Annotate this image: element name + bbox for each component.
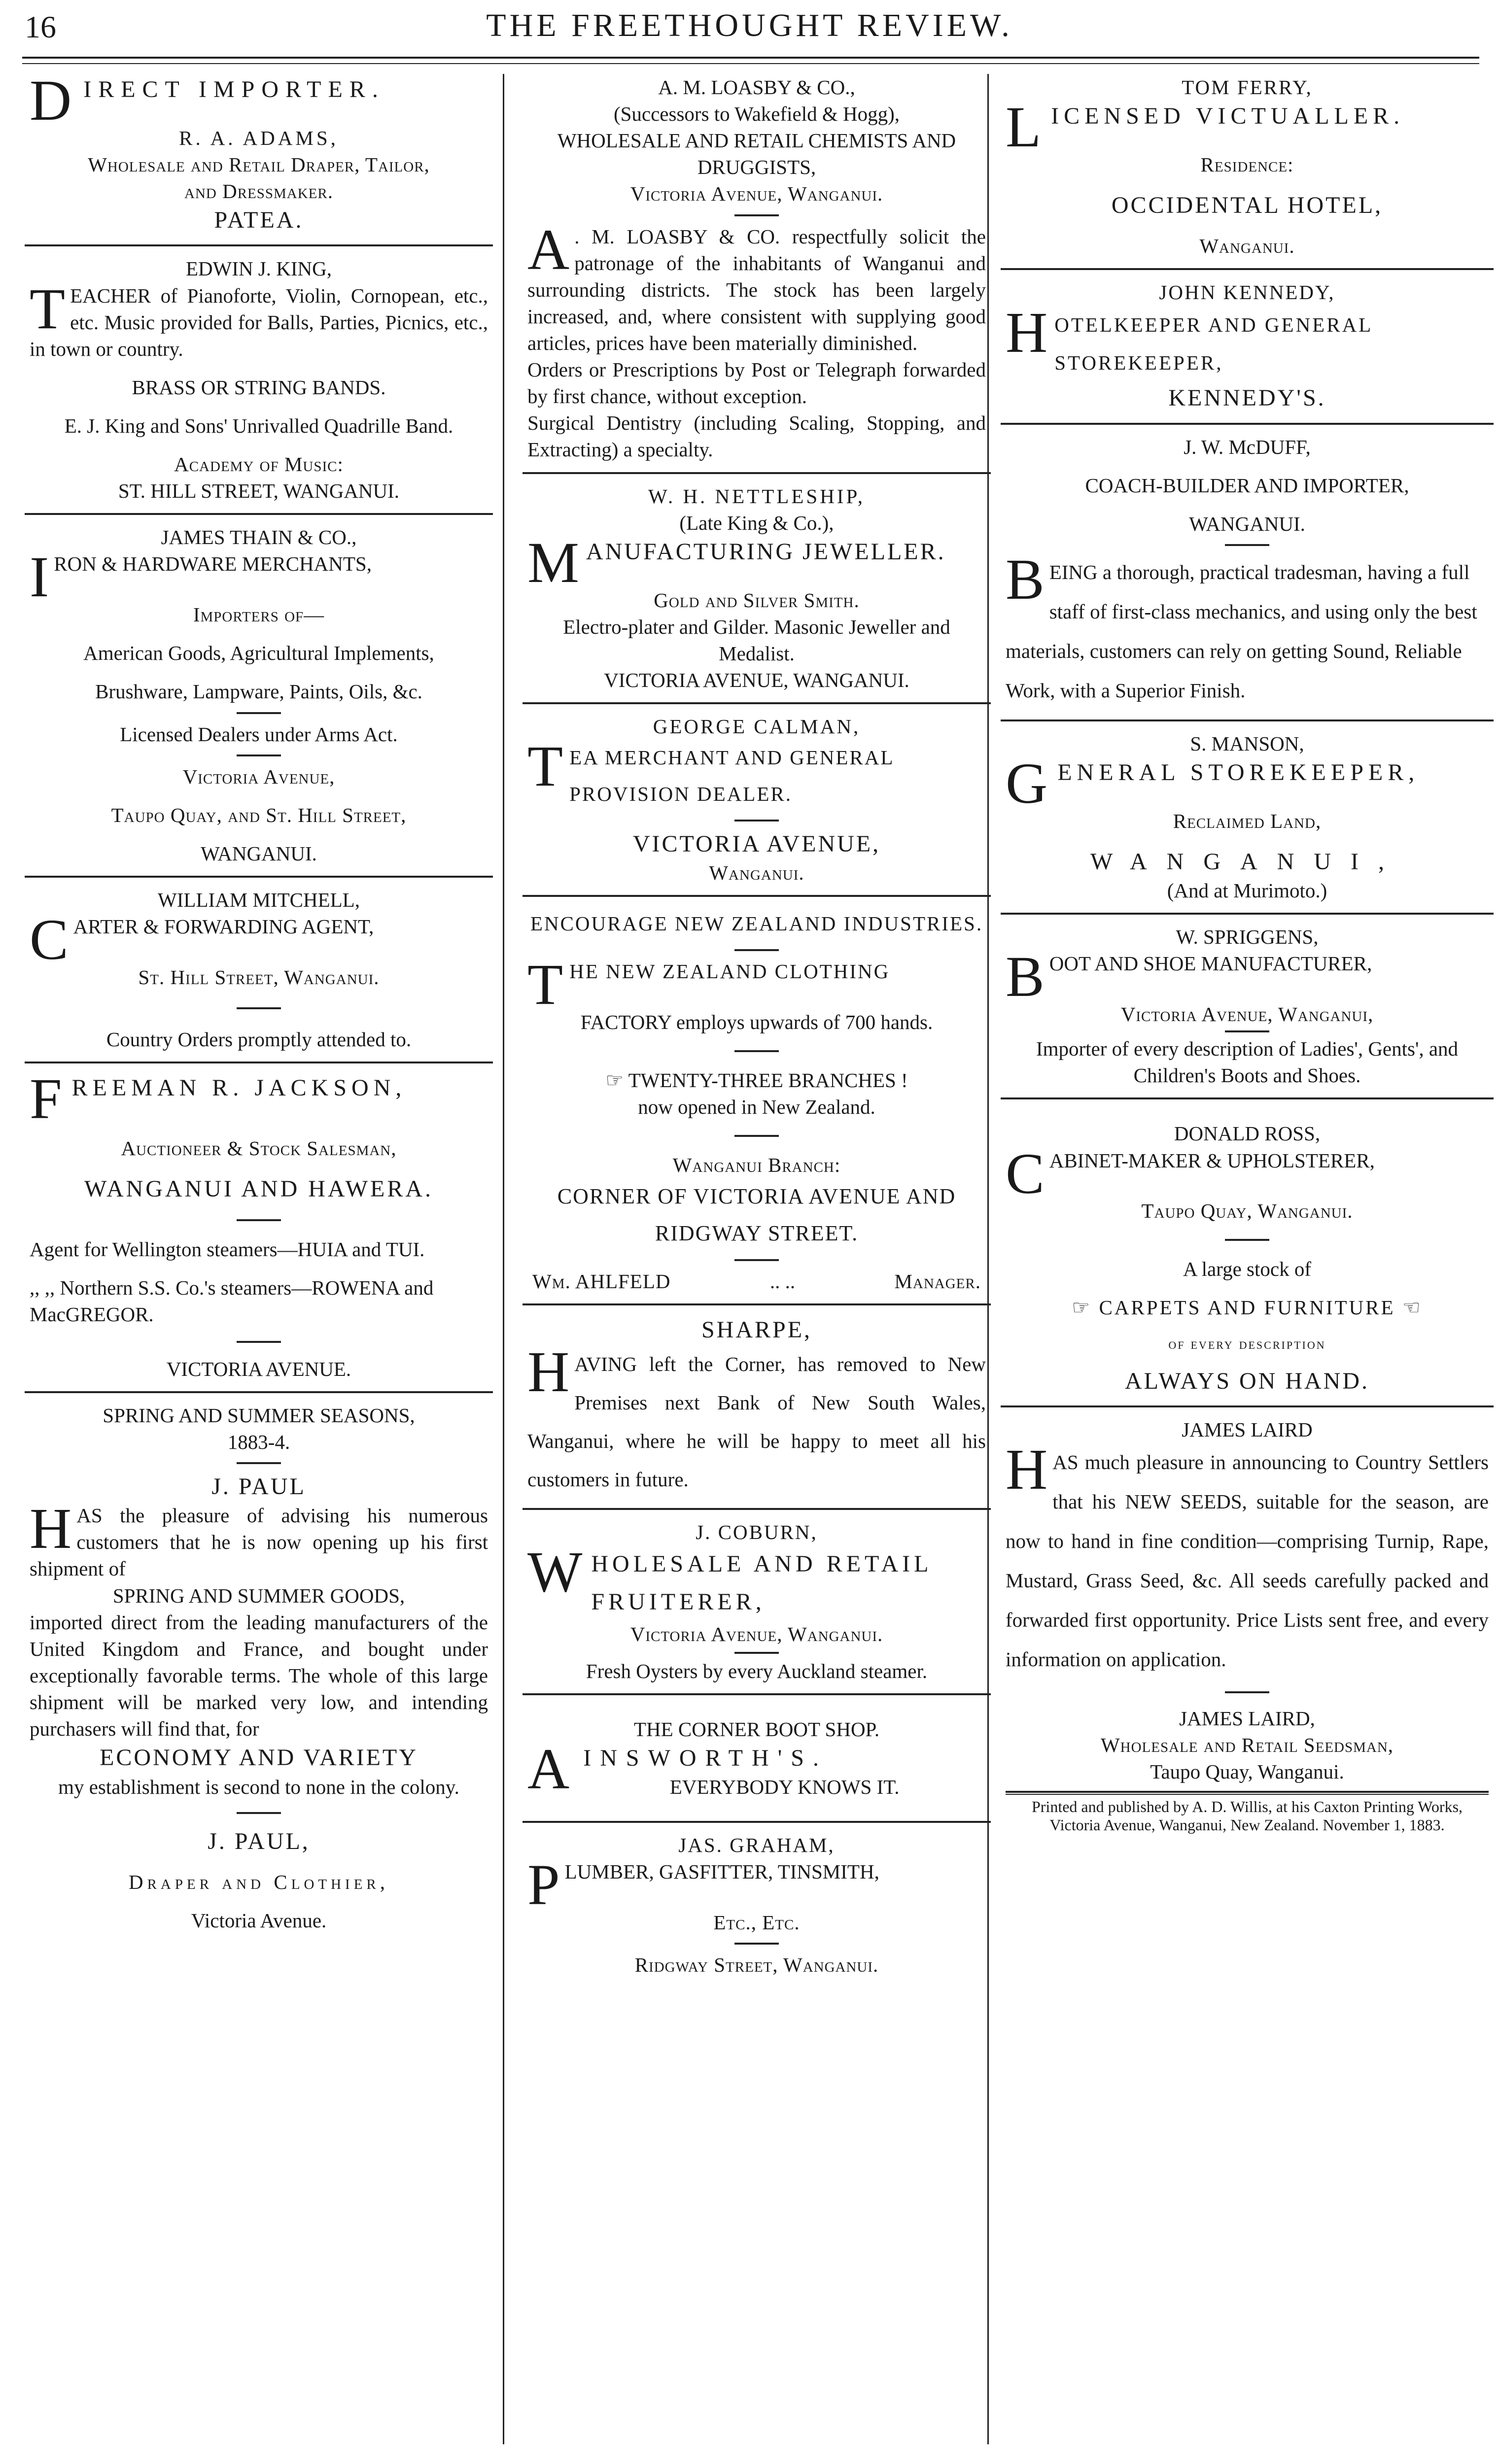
ad-address: Ridgway Street, Wanganui. [634, 1953, 879, 1977]
drop-cap: M [527, 530, 581, 595]
ad-text: imported direct from the leading manufacturers of the United Kingdom and France, and bought under exceptionally favorable terms. The whole of this large shipment will be marked very low, and intending purchasers will find that, for [30, 1610, 488, 1741]
divider-rule [25, 1061, 493, 1063]
advertiser-name: J. PAUL, [208, 1828, 310, 1854]
divider-rule [25, 244, 493, 246]
ad-adams [30, 68, 488, 236]
ad-text: now opened in New Zealand. [638, 1095, 875, 1118]
ad-thain [30, 524, 488, 867]
ad-heading: ALWAYS ON HAND. [1124, 1368, 1369, 1394]
column-2 [527, 74, 986, 1978]
ad-heading: SPRING AND SUMMER GOODS, [112, 1584, 405, 1607]
drop-cap: F [30, 1066, 67, 1131]
ad-address: VICTORIA AVENUE. [166, 1357, 351, 1380]
ad-address: Victoria Avenue, Wanganui. [630, 1623, 883, 1646]
pointing-hand-icon: ☞ [605, 1068, 624, 1092]
ad-heading: WHOLESALE AND RETAIL CHEMISTS AND DRUGGISTS, [557, 129, 956, 179]
header-rule-thin [22, 63, 1479, 64]
short-rule [734, 1135, 779, 1137]
ad-place: WANGANUI. [201, 842, 317, 865]
drop-cap: A [527, 217, 570, 282]
ad-address: St. Hill Street, Wanganui. [138, 965, 380, 989]
drop-cap: L [1006, 95, 1046, 160]
drop-cap: C [30, 907, 69, 972]
ad-text: 1883-4. [227, 1430, 290, 1453]
ad-text: Brushware, Lampware, Paints, Oils, &c. [95, 680, 422, 703]
drop-cap: B [1006, 944, 1045, 1009]
divider-rule [1001, 1405, 1494, 1407]
ad-text: of every description [1168, 1334, 1326, 1352]
divider-rule [1001, 913, 1494, 915]
ad-address: CORNER OF VICTORIA AVENUE AND RIDGWAY STREET. [557, 1184, 956, 1245]
short-rule [734, 214, 779, 216]
ad-text: Etc., Etc. [713, 1911, 800, 1934]
short-rule [237, 1219, 281, 1221]
drop-cap: W [527, 1539, 587, 1604]
drop-cap: H [1006, 1437, 1048, 1502]
ad-text: . M. LOASBY & CO. respectfully solicit the patronage of the inhabitants of Wanganui and surrounding districts. The stock has been largely increased, and, where consistent with supplying good articles, prices have been materially diminished. [527, 225, 986, 354]
advertiser-name: J. COBURN, [696, 1520, 818, 1543]
ad-text: Importers of— [193, 603, 325, 626]
ad-ferry [1006, 74, 1489, 259]
divider-rule [25, 1391, 493, 1393]
ad-text: Surgical Dentistry (including Scaling, Stopping, and Extracting) a specialty. [527, 411, 986, 461]
advertiser-name: JAS. GRAHAM, [678, 1834, 835, 1857]
short-rule [1225, 1239, 1269, 1241]
ad-text: Fresh Oysters by every Auckland steamer. [586, 1659, 928, 1682]
drop-cap: T [527, 952, 565, 1017]
drop-cap: B [1006, 547, 1045, 612]
ad-title: HE NEW ZEALAND CLOTHING [569, 959, 890, 983]
short-rule [1225, 544, 1269, 546]
ad-text: American Goods, Agricultural Implements, [83, 642, 434, 665]
ad-clothing-factory [527, 906, 986, 1295]
printer-imprint: Printed and published by A. D. Willis, at his Caxton Printing Works, Victoria Avenue, Wanganui, New Zealand. November 1, 1883. [1031, 1798, 1463, 1834]
ad-heading: CARPETS AND FURNITURE [1099, 1296, 1395, 1319]
ad-text: (Successors to Wakefield & Hogg), [613, 103, 900, 126]
ad-place: WANGANUI, [1090, 848, 1404, 875]
manager-role: Manager. [894, 1269, 981, 1293]
advertiser-name: A. M. LOASBY & CO., [658, 76, 855, 99]
ad-text: Country Orders promptly attended to. [106, 1027, 412, 1051]
imprint-rule-thin [1006, 1794, 1489, 1795]
ad-heading: OCCIDENTAL HOTEL, [1111, 192, 1383, 218]
advertiser-name: GEORGE CALMAN, [653, 715, 861, 738]
ad-title: ENERAL STOREKEEPER, [1057, 759, 1420, 786]
ad-heading: COACH-BUILDER AND IMPORTER, [1085, 474, 1409, 497]
ad-title: INSWORTH'S. [583, 1745, 828, 1771]
advertiser-name: JAMES THAIN & CO., [161, 526, 357, 549]
ad-title: IRECT IMPORTER. [83, 76, 385, 103]
ad-place: Wanganui. [1199, 235, 1295, 258]
ad-title: LUMBER, GASFITTER, TINSMITH, [564, 1860, 879, 1883]
divider-rule [523, 702, 991, 704]
ad-address: Taupo Quay, Wanganui. [1150, 1760, 1344, 1783]
ad-title: HOLESALE AND RETAIL FRUITERER, [591, 1550, 932, 1615]
drop-cap: P [527, 1852, 560, 1917]
ad-text: EACHER of Pianoforte, Violin, Cornopean, etc., etc. Music provided for Balls, Parties, Picnics, etc., in town or country. [30, 284, 488, 360]
advertiser-name: DONALD ROSS, [1174, 1122, 1321, 1145]
divider-rule [1001, 1097, 1494, 1099]
divider-rule [25, 513, 493, 515]
short-rule [237, 1007, 281, 1009]
header-rule [22, 57, 1479, 59]
advertiser-name: WILLIAM MITCHELL, [158, 888, 360, 911]
ad-text: Electro-plater and Gilder. Masonic Jeweller and Medalist. [563, 615, 950, 665]
short-rule [734, 820, 779, 821]
manager-name: Wm. AHLFELD [532, 1269, 671, 1293]
advertiser-name: JAMES LAIRD, [1179, 1707, 1315, 1730]
short-rule [1225, 1030, 1269, 1032]
advertiser-name: SHARPE, [701, 1316, 812, 1343]
short-rule [734, 1050, 779, 1052]
short-rule [237, 1812, 281, 1814]
ad-address: Victoria Avenue. [191, 1909, 327, 1932]
ad-title: REEMAN R. JACKSON, [71, 1075, 407, 1101]
divider-rule [523, 1821, 991, 1823]
page-title: THE FREETHOUGHT REVIEW. [486, 7, 1013, 43]
ad-address: Taupo Quay, Wanganui. [1141, 1199, 1353, 1223]
drop-cap: H [1006, 300, 1050, 365]
advertiser-name: R. A. ADAMS, [179, 126, 339, 149]
ad-text: Auctioneer & Stock Salesman, [121, 1136, 397, 1160]
ad-text: Wholesale and Retail Draper, Tailor, [88, 153, 430, 176]
ad-text: Reclaimed Land, [1173, 809, 1322, 832]
ad-title: RON & HARDWARE MERCHANTS, [54, 552, 372, 576]
ad-address: Victoria Avenue, Wanganui. [630, 182, 883, 205]
ad-address: VICTORIA AVENUE, [632, 830, 881, 857]
advertiser-name: W. SPRIGGENS, [1176, 925, 1319, 949]
ad-text: Wanganui Branch: [672, 1153, 841, 1176]
divider-rule [523, 895, 991, 897]
ad-text: Importer of every description of Ladies', Gents', and Children's Boots and Shoes. [1036, 1037, 1459, 1087]
drop-cap: C [1006, 1141, 1045, 1206]
ad-coburn [527, 1519, 986, 1684]
ad-text: and Dressmaker. [184, 179, 333, 203]
ad-title: EA MERCHANT AND GENERAL PROVISION DEALER. [569, 746, 894, 805]
divider-rule [25, 876, 493, 878]
ad-text: (And at Murimoto.) [1167, 879, 1327, 902]
ad-heading: KENNEDY'S. [1168, 385, 1326, 411]
advertiser-name: J. PAUL [211, 1473, 306, 1500]
ad-heading: ECONOMY AND VARIETY [100, 1745, 418, 1771]
ad-heading: THE CORNER BOOT SHOP. [633, 1717, 880, 1741]
ad-title: ICENSED VICTUALLER. [1051, 103, 1405, 130]
ad-kennedy [1006, 279, 1489, 413]
short-rule [1225, 1691, 1269, 1693]
ad-place: Wanganui. [709, 861, 804, 884]
ad-text: Orders or Prescriptions by Post or Telegraph forwarded by first chance, without exception. [527, 358, 986, 408]
ad-mcduff [1006, 434, 1489, 711]
ad-text: EVERYBODY KNOWS IT. [669, 1776, 900, 1799]
ad-text: E. J. King and Sons' Unrivalled Quadrille Band. [64, 414, 453, 437]
pointing-hand-icon: ☞ [1072, 1296, 1092, 1319]
ad-ainsworth [527, 1704, 986, 1813]
ad-heading: BRASS OR STRING BANDS. [132, 376, 386, 399]
ad-title: ABINET-MAKER & UPHOLSTERER, [1049, 1149, 1375, 1172]
ad-king [30, 255, 488, 504]
ad-title: OTELKEEPER AND GENERAL STOREKEEPER, [1054, 313, 1372, 375]
ad-text: Academy of Music: [174, 453, 344, 476]
ad-place: WANGANUI. [1189, 512, 1305, 535]
ad-text: EING a thorough, practical tradesman, having a full staff of first-class mechanics, and using only the best materials, customers can rely on getting Sound, Reliable Work, with a Superior Finish. [1006, 561, 1477, 702]
ad-ross [1006, 1108, 1489, 1397]
ad-title: ARTER & FORWARDING AGENT, [73, 915, 374, 938]
ad-heading: ENCOURAGE NEW ZEALAND INDUSTRIES. [530, 912, 983, 935]
ad-text: Licensed Dealers under Arms Act. [120, 722, 398, 746]
ad-text: ,, ,, Northern S.S. Co.'s steamers—ROWENA and MacGREGOR. [30, 1276, 434, 1326]
ad-text: Residence: [1200, 153, 1294, 176]
ad-sharpe [527, 1314, 986, 1499]
column-3 [1006, 74, 1489, 1834]
ad-spriggens [1006, 924, 1489, 1089]
ad-address: Victoria Avenue, Wanganui, [1120, 1003, 1374, 1026]
ad-laird [1006, 1416, 1489, 1785]
ad-heading: SPRING AND SUMMER SEASONS, [103, 1403, 415, 1427]
drop-cap: D [30, 68, 79, 133]
short-rule [237, 712, 281, 714]
ad-text: Taupo Quay, and St. Hill Street, [111, 803, 407, 826]
column-divider [987, 74, 989, 2444]
manager-dots: .. .. [769, 1269, 796, 1293]
divider-rule [1001, 268, 1494, 270]
ad-text: my establishment is second to none in the colony. [58, 1775, 459, 1798]
advertiser-name: S. MANSON, [1190, 732, 1304, 755]
ad-address: ST. HILL STREET, WANGANUI. [118, 479, 400, 503]
drop-cap: T [30, 276, 66, 341]
pointing-hand-left-icon: ☜ [1402, 1296, 1423, 1319]
ad-heading: TWENTY-THREE BRANCHES ! [628, 1068, 908, 1092]
ad-title: OOT AND SHOE MANUFACTURER, [1049, 952, 1372, 975]
ad-text: (Late King & Co.), [679, 511, 834, 534]
drop-cap: G [1006, 751, 1053, 816]
ad-jackson [30, 1066, 488, 1382]
short-rule [734, 1943, 779, 1945]
advertiser-name: EDWIN J. KING, [185, 257, 332, 280]
ad-calman [527, 713, 986, 886]
divider-rule [1001, 423, 1494, 425]
ad-title: ANUFACTURING JEWELLER. [586, 538, 946, 565]
ad-place: WANGANUI AND HAWERA. [84, 1175, 434, 1202]
ad-text: Wholesale and Retail Seedsman, [1100, 1734, 1394, 1757]
drop-cap: I [30, 545, 49, 610]
short-rule [237, 754, 281, 756]
short-rule [734, 1259, 779, 1261]
ad-text: AS much pleasure in announcing to Country Settlers that his NEW SEEDS, suitable for the season, are now to hand in fine condition—comprising Turnip, Rape, Mustard, Grass Seed, &c. All seeds carefully packed and forwarded first opportunity. Price Lists sent free, and every information on application. [1006, 1451, 1489, 1671]
ad-text: A large stock of [1183, 1258, 1311, 1281]
divider-rule [523, 1508, 991, 1510]
advertiser-name: W. H. NETTLESHIP, [648, 484, 865, 508]
divider-rule [523, 1303, 991, 1305]
ad-text: FACTORY employs upwards of 700 hands. [580, 1010, 933, 1033]
drop-cap: T [527, 734, 565, 799]
drop-cap: A [527, 1736, 579, 1801]
column-divider [503, 74, 504, 2444]
ad-text: Victoria Avenue, [182, 765, 335, 788]
short-rule [734, 1652, 779, 1654]
short-rule [734, 949, 779, 951]
ad-address: VICTORIA AVENUE, WANGANUI. [604, 668, 909, 691]
drop-cap: H [30, 1496, 72, 1561]
divider-rule [1001, 719, 1494, 721]
advertiser-name: JOHN KENNEDY, [1159, 281, 1335, 304]
ad-text: Draper and Clothier, [128, 1871, 389, 1894]
ad-graham [527, 1832, 986, 1978]
short-rule [237, 1462, 281, 1464]
advertiser-name: TOM FERRY, [1182, 76, 1313, 99]
ad-loasby [527, 74, 986, 463]
ad-mitchell [30, 887, 488, 1053]
ad-text: AS the pleasure of advising his numerous customers that he is now opening up his first shipment of [30, 1504, 488, 1580]
ad-nettleship [527, 483, 986, 693]
advertiser-name: JAMES LAIRD [1182, 1418, 1313, 1441]
imprint-rule [1006, 1791, 1489, 1793]
ad-paul [30, 1402, 488, 1934]
ad-text: AVING left the Corner, has removed to New Premises next Bank of New South Wales, Wanganui, where he will be happy to meet all his customers in future. [527, 1353, 986, 1491]
ad-text: Gold and Silver Smith. [654, 588, 860, 612]
divider-rule [523, 472, 991, 474]
ad-manson [1006, 730, 1489, 904]
page-number: 16 [25, 9, 56, 44]
short-rule [237, 1341, 281, 1343]
column-1 [30, 68, 488, 1934]
drop-cap: H [527, 1339, 570, 1404]
ad-place: PATEA. [214, 207, 304, 234]
ad-text: Agent for Wellington steamers—HUIA and TUI. [30, 1238, 425, 1261]
advertiser-name: J. W. McDUFF, [1184, 435, 1311, 458]
divider-rule [523, 1693, 991, 1695]
